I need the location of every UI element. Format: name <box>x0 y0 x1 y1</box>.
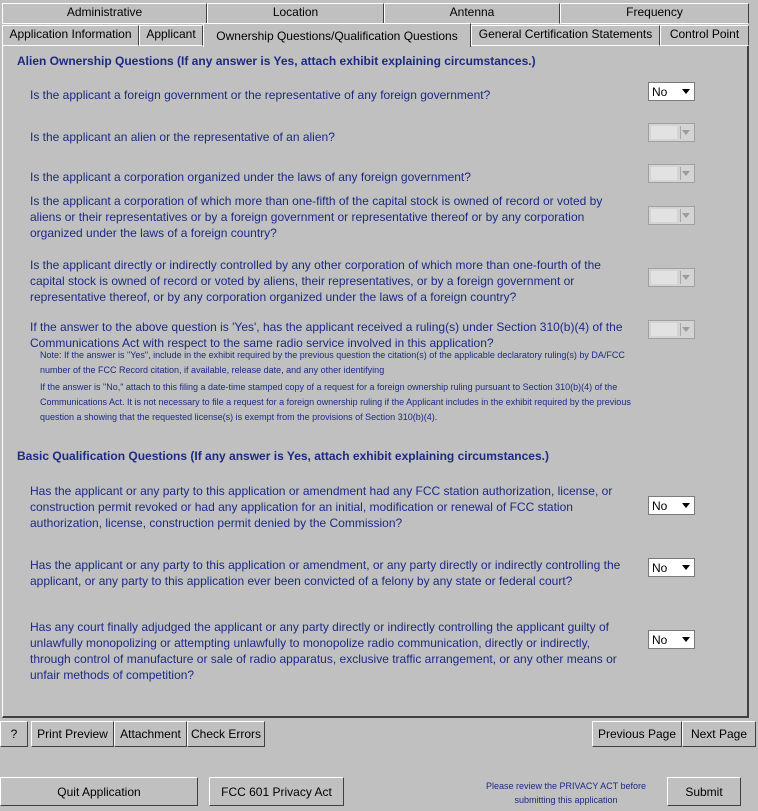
chevron-down-icon <box>682 89 690 94</box>
tab-control-point[interactable]: Control Point <box>660 25 749 46</box>
privacy-act-button[interactable]: FCC 601 Privacy Act <box>209 777 344 806</box>
tab-applicant[interactable]: Applicant <box>139 25 203 46</box>
check-errors-button[interactable]: Check Errors <box>187 721 265 747</box>
alien-question-5-select <box>648 268 695 287</box>
basic-question-3: Has any court finally adjudged the applicant or any party directly or indirectly controlling the applicant guilty of unlawfully monopolizing or attempting unlawfully to monopolize radio communication, directly or indirectly, through control of manufacture or sale of radio apparatus, exclusive traffic arrangement, or any other means or unfair methods of competition? <box>30 620 617 682</box>
alien-question-4-select <box>648 206 695 225</box>
chevron-down-icon <box>682 275 690 280</box>
chevron-down-icon <box>682 565 690 570</box>
previous-page-button[interactable]: Previous Page <box>592 721 682 747</box>
chevron-down-icon <box>682 503 690 508</box>
basic-question-3-select[interactable] <box>648 630 695 649</box>
chevron-down-icon <box>682 171 690 176</box>
basic-question-2-select[interactable] <box>648 558 695 577</box>
tab-antenna[interactable]: Antenna <box>384 3 560 24</box>
attachment-button[interactable]: Attachment <box>114 721 187 747</box>
alien-ownership-heading: Alien Ownership Questions (If any answer is Yes, attach exhibit explaining circumstances.) <box>17 54 536 68</box>
ruling-note-yes: Note: If the answer is "Yes", include in the exhibit required by the previous question the citation(s) of the applicable declaratory ruling(s) by DA/FCC number of the FCC Record citation, if available, release date, and any other identifying <box>40 350 625 375</box>
alien-question-6: If the answer to the above question is 'Yes', has the applicant received a ruling(s) under Section 310(b)(4) of the Communications Act with respect to the same radio service involved in this application? <box>30 320 623 350</box>
alien-question-3: Is the applicant a corporation organized under the laws of any foreign government? <box>30 170 471 184</box>
privacy-note-line1: Please review the PRIVACY ACT before <box>485 781 647 791</box>
chevron-down-icon <box>682 213 690 218</box>
alien-question-5: Is the applicant directly or indirectly controlled by any other corporation of which more than one-fourth of the capital stock is owned of record or voted by aliens, their representatives, or by a foreign government or representative thereof, or by any corporation organized under the laws of a foreign country? <box>30 258 601 304</box>
tab-frequency[interactable]: Frequency <box>560 3 749 24</box>
chevron-down-icon <box>682 637 690 642</box>
ruling-note-no: If the answer is "No," attach to this filing a date-time stamped copy of a request for a foreign ownership ruling pursuant to Section 310(b)(4) of the Communications Act. It is not necessary to file a request for a foreign ownership ruling if the Applicant includes in the exhibit required by the previous question a showing that the requested license(s) is exempt from the provisions of Section 310(b)(4). <box>40 382 631 422</box>
basic-question-2-value: No <box>652 561 668 575</box>
alien-question-1-value: No <box>652 85 668 99</box>
alien-question-3-select <box>648 164 695 183</box>
tab-administrative[interactable]: Administrative <box>2 3 207 24</box>
print-preview-button[interactable]: Print Preview <box>31 721 114 747</box>
privacy-note <box>468 779 664 807</box>
privacy-note-line2: submitting this application <box>514 795 618 805</box>
submit-button[interactable]: Submit <box>667 777 741 806</box>
alien-question-1: Is the applicant a foreign government or the representative of any foreign government? <box>30 88 491 102</box>
alien-question-6-select <box>648 320 695 339</box>
quit-application-button[interactable]: Quit Application <box>0 777 198 806</box>
basic-question-2: Has the applicant or any party to this application or amendment, or any party directly or indirectly controlling the applicant, or any party to this application ever been convicted of a felony by any state or federal court? <box>30 558 621 588</box>
tab-application-information[interactable]: Application Information <box>2 25 139 46</box>
chevron-down-icon <box>682 130 690 135</box>
basic-question-1-value: No <box>652 499 668 513</box>
basic-question-3-value: No <box>652 633 668 647</box>
tab-location[interactable]: Location <box>207 3 384 24</box>
help-button[interactable]: ? <box>0 721 28 747</box>
alien-question-2-select <box>648 123 695 142</box>
next-page-button[interactable]: Next Page <box>682 721 756 747</box>
alien-question-2: Is the applicant an alien or the representative of an alien? <box>30 130 335 144</box>
chevron-down-icon <box>682 327 690 332</box>
alien-question-1-select[interactable] <box>648 82 695 101</box>
alien-question-4: Is the applicant a corporation of which more than one-fifth of the capital stock is owned of record or voted by aliens or their representatives or by a foreign government or representative thereof or by any corporation organized under the laws of a foreign country? <box>30 194 603 240</box>
basic-question-1-select[interactable] <box>648 496 695 515</box>
basic-question-1: Has the applicant or any party to this application or amendment had any FCC station authorization, license, or construction permit revoked or had any application for an initial, modification or renewal of FCC station authorization, license, construction permit denied by the Commission? <box>30 484 613 530</box>
tab-general-certification-statements[interactable]: General Certification Statements <box>471 25 660 46</box>
basic-qualification-heading: Basic Qualification Questions (If any answer is Yes, attach exhibit explaining circumstances.) <box>17 449 549 463</box>
tab-ownership-qualification-questions[interactable]: Ownership Questions/Qualification Questions <box>203 23 471 47</box>
